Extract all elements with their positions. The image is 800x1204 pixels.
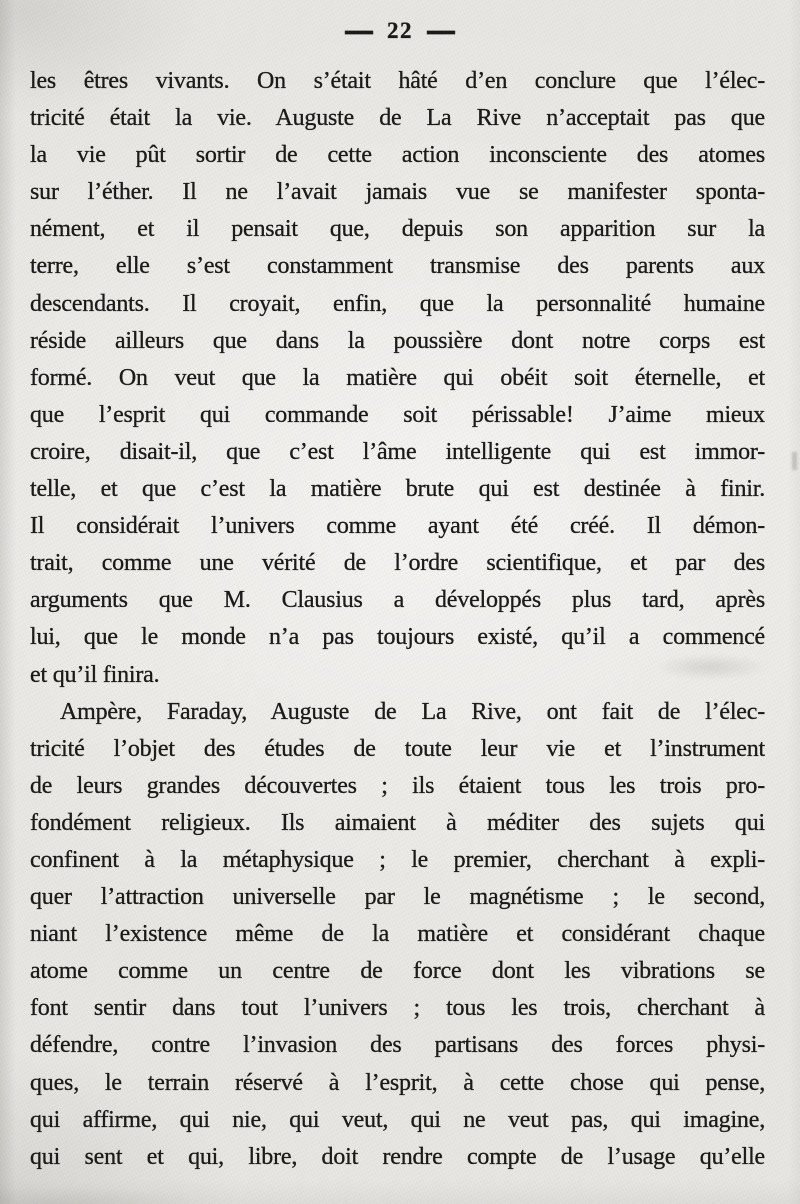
text-line: Ampère, Faraday, Auguste de La Rive, ont fait de l’élec- [60, 698, 765, 725]
text-line: réside ailleurs que dans la poussière dont notre corps est [30, 327, 765, 354]
text-line: trait, comme une vérité de l’ordre scientifique, et par des [30, 550, 765, 577]
text-line: nément, et il pensait que, depuis son apparition sur la [30, 216, 765, 243]
text-line: fondément religieux. Ils aimaient à méditer des sujets qui [30, 809, 765, 836]
page-number: 22 [387, 18, 413, 43]
text-line: sur l’éther. Il ne l’avait jamais vue se manifester sponta- [30, 179, 765, 206]
header-dash-left-icon: — [345, 4, 373, 52]
paragraph [30, 63, 765, 694]
text-line: lui, que le monde n’a pas toujours existé, qu’il a commencé [30, 624, 765, 651]
text-line: arguments que M. Clausius a développés plus tard, après [30, 587, 765, 614]
text-line: de leurs grandes découvertes ; ils étaient tous les trois pro- [30, 772, 765, 799]
text-line: défendre, contre l’invasion des partisans des forces physi- [30, 1032, 765, 1059]
text-line: niant l’existence même de la matière et considérant chaque [30, 921, 765, 948]
header-dash-right-icon: — [427, 4, 455, 52]
page-text-block [30, 63, 765, 1176]
text-line: qui affirme, qui nie, qui veut, qui ne veut pas, qui imagine, [30, 1106, 765, 1133]
text-line: qui sent et qui, libre, doit rendre compte de l’usage qu’elle [30, 1143, 765, 1170]
text-line: et qu’il finira. [30, 661, 160, 688]
page-header [0, 4, 800, 52]
scan-edge-mark-artifact [792, 452, 797, 470]
text-line: croire, disait-il, que c’est l’âme intelligente qui est immor- [30, 438, 765, 465]
text-line: confinent à la métaphysique ; le premier, cherchant à expli- [30, 846, 765, 873]
text-line: formé. On veut que la matière qui obéit soit éternelle, et [30, 364, 765, 391]
text-line: telle, et que c’est la matière brute qui est destinée à finir. [30, 476, 765, 503]
text-line: font sentir dans tout l’univers ; tous les trois, cherchant à [30, 995, 765, 1022]
text-line: ques, le terrain réservé à l’esprit, à cette chose qui pense, [30, 1069, 765, 1096]
text-line: que l’esprit qui commande soit périssable! J’aime mieux [30, 401, 765, 428]
text-line: terre, elle s’est constamment transmise des parents aux [30, 253, 765, 280]
text-line: la vie pût sortir de cette action inconsciente des atomes [30, 142, 765, 169]
text-line: Il considérait l’univers comme ayant été créé. Il démon- [30, 513, 765, 540]
text-line: quer l’attraction universelle par le magnétisme ; le second, [30, 884, 765, 911]
text-line: tricité était la vie. Auguste de La Rive n’acceptait pas que [30, 105, 765, 132]
paragraph [30, 694, 765, 1176]
scan-corner-grain-artifact [0, 1182, 300, 1204]
scan-ink-bleed-artifact [636, 650, 786, 684]
text-line: tricité l’objet des études de toute leur vie et l’instrument [30, 735, 765, 762]
text-line: les êtres vivants. On s’était hâté d’en conclure que l’élec- [30, 68, 765, 94]
text-line: descendants. Il croyait, enfin, que la personnalité humaine [30, 290, 765, 317]
text-line: atome comme un centre de force dont les vibrations se [30, 958, 765, 985]
